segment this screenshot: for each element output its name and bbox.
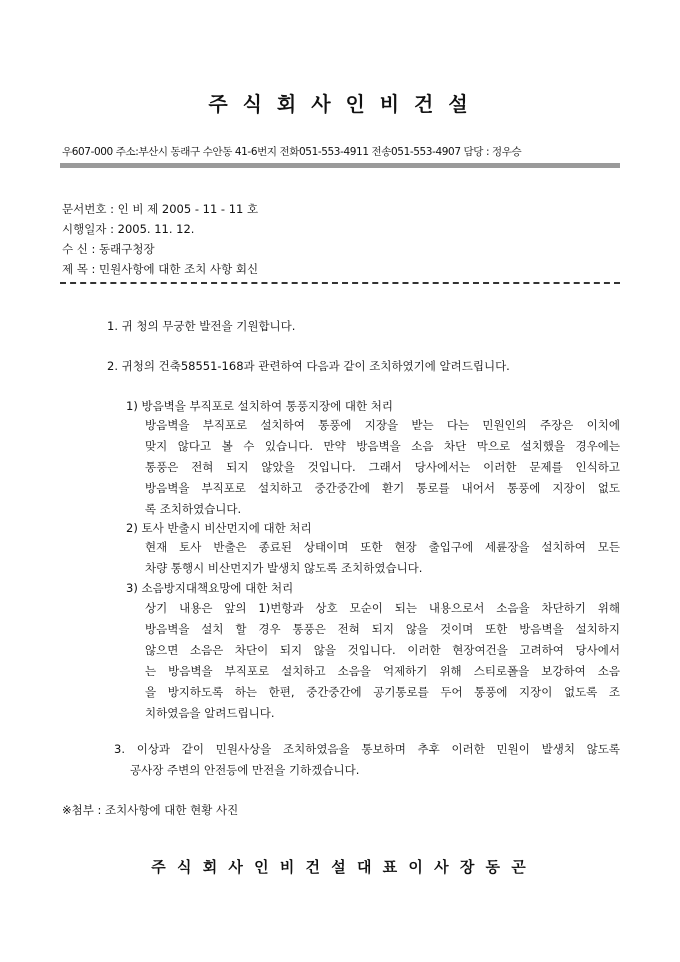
document-number: 문서번호 : 인 비 제 2005 - 11 - 11 호 (62, 202, 259, 216)
item-2-line: 현재 토사 반출은 종료된 상태이며 또한 현장 출입구에 세륜장을 설치하여 모든 (145, 540, 620, 554)
item-3-line: 는 방음벽을 부직포로 설치하고 소음을 억제하기 위해 스티로폴을 보강하여 소음 (145, 664, 620, 678)
item-2-heading: 2) 토사 반출시 비산먼지에 대한 처리 (126, 521, 312, 535)
company-title: 주 식 회 사 인 비 건 설 (208, 92, 472, 116)
recipient: 수 신 : 동래구청장 (62, 242, 155, 256)
header-divider (60, 163, 620, 168)
paragraph-2: 2. 귀청의 건축58551-168과 관련하여 다음과 같이 조치하였기에 알려드립니다. (107, 359, 510, 373)
item-3-heading: 3) 소음방지대책요망에 대한 처리 (126, 581, 294, 595)
item-2-line: 차량 통행시 비산먼지가 발생치 않도록 조치하였습니다. (145, 561, 423, 575)
item-1-line: 록 조치하였습니다. (145, 502, 242, 516)
paragraph-3-continuation: 공사장 주변의 안전등에 만전을 기하겠습니다. (130, 763, 360, 777)
issue-date: 시행일자 : 2005. 11. 12. (62, 222, 195, 236)
item-3-line: 않으면 소음은 차단이 되지 않을 것입니다. 이러한 현장여건을 고려하여 당사에서 (145, 643, 620, 657)
company-address-line: 우607-000 주소:부산시 동래구 수안동 41-6번지 전화051-553-4911 전송051-553-4907 담당 : 정우승 (62, 146, 522, 158)
item-3-line: 상기 내용은 앞의 1)번항과 상호 모순이 되는 내용으로서 소음을 차단하기 위해 (145, 601, 620, 615)
item-3-line: 방음벽을 설치 할 경우 통풍은 전혀 되지 않을 것이며 또한 방음벽을 설치하지 (145, 622, 620, 636)
attachment-note: ※첨부 : 조치사항에 대한 현황 사진 (62, 803, 239, 817)
dashed-divider (60, 282, 620, 284)
item-1-heading: 1) 방음벽을 부직포로 설치하여 통풍지장에 대한 처리 (126, 399, 394, 413)
subject: 제 목 : 민원사항에 대한 조치 사항 회신 (62, 262, 259, 276)
item-3-line: 치하였음을 알려드립니다. (145, 706, 275, 720)
signature-line: 주 식 회 사 인 비 건 설 대 표 이 사 장 동 곤 (151, 858, 529, 876)
item-3-line: 을 방지하도록 하는 한편, 중간중간에 공기통로를 두어 통풍에 지장이 없도록 조 (145, 685, 620, 699)
item-1-line: 맞지 않다고 볼 수 있습니다. 만약 방음벽을 소음 차단 막으로 설치했을 경우에는 (145, 439, 620, 453)
paragraph-1: 1. 귀 청의 무궁한 발전을 기원합니다. (107, 319, 296, 333)
item-1-line: 통풍은 전혀 되지 않았을 것입니다. 그래서 당사에서는 이러한 문제를 인식하고 (145, 460, 620, 474)
item-1-line: 방음벽을 부직포로 설치하고 중간중간에 환기 통로를 내어서 통풍에 지장이 없도 (145, 481, 620, 495)
paragraph-3: 3. 이상과 같이 민원사상을 조치하였음을 통보하며 추후 이러한 민원이 발생치 않도록 (114, 742, 620, 756)
item-1-line: 방음벽을 부직포로 설치하여 통풍에 지장을 받는 다는 민원인의 주장은 이치에 (145, 418, 620, 432)
